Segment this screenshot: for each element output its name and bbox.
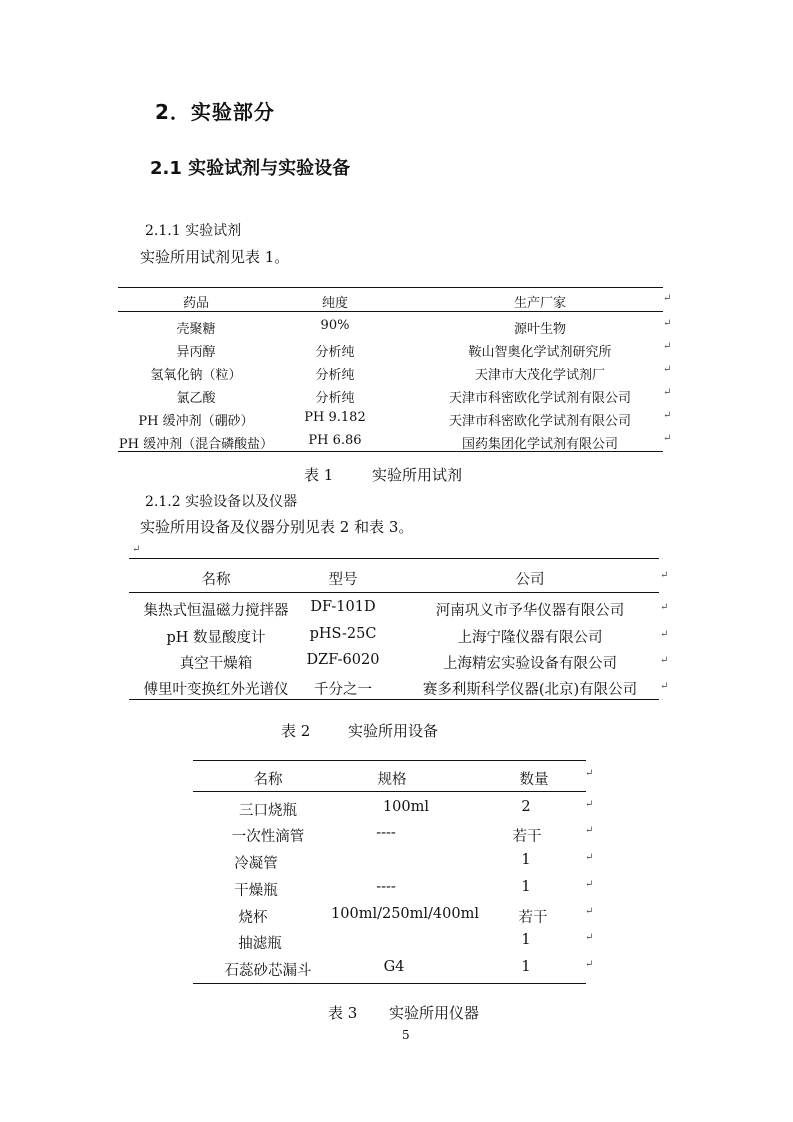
table-cell: PH 9.182	[304, 410, 366, 425]
table-caption-text: 实验所用设备	[348, 722, 439, 740]
table-cell: PH 缓冲剂（硼砂）	[138, 414, 254, 429]
table-top-rule	[129, 558, 659, 559]
table-cell: 天津市科密欧化学试剂有限公司	[448, 414, 632, 429]
table-cell: 若干	[518, 910, 548, 926]
table-caption-text: 实验所用试剂	[372, 466, 463, 484]
table-cell: 1	[521, 852, 531, 868]
table-cell: 鞍山智奥化学试剂研究所	[468, 345, 612, 360]
table-cell: 天津市大茂化学试剂厂	[474, 368, 606, 383]
table-cell: 1	[521, 959, 531, 975]
paragraph-mark-icon: ↵	[660, 629, 669, 640]
table-cell: 抽滤瓶	[238, 936, 282, 952]
table-cell: 1	[521, 879, 531, 895]
table-cell: 干燥瓶	[234, 883, 278, 899]
paragraph-equipment: 实验所用设备及仪器分别见表 2 和表 3。	[140, 518, 414, 536]
table-header-rule	[129, 592, 659, 593]
paragraph-mark-icon: ↵	[585, 959, 594, 970]
table-top-rule	[118, 287, 663, 288]
table-cell: 90%	[320, 318, 350, 333]
paragraph-mark-icon: ↵	[663, 433, 672, 444]
table-header-cell: 规格	[377, 772, 407, 788]
table-cell: pH 数显酸度计	[166, 630, 266, 646]
table-caption-label: 表 2	[281, 722, 311, 740]
table-cell: PH 缓冲剂（混合磷酸盐）	[118, 437, 274, 452]
table-cell: G4	[383, 959, 405, 975]
paragraph-mark-icon: ↵	[663, 293, 672, 304]
subsection-heading: 2.1 实验试剂与实验设备	[150, 158, 351, 179]
table-caption-label: 表 3	[328, 1004, 358, 1022]
paragraph-mark-icon: ↵	[663, 341, 672, 352]
paragraph-mark-icon: ↵	[663, 410, 672, 421]
subsubsection-heading-reagents: 2.1.1 实验试剂	[145, 223, 242, 239]
paragraph-mark-icon: ↵	[585, 852, 594, 863]
paragraph-mark-icon: ↵	[585, 932, 594, 943]
table-cell: 冷凝管	[234, 856, 278, 872]
table-cell: 上海精宏实验设备有限公司	[443, 656, 617, 672]
table-header-rule	[118, 311, 663, 312]
paragraph-mark-icon: ↵	[585, 906, 594, 917]
table-cell: 真空干燥箱	[179, 656, 253, 672]
table-header-cell: 名称	[253, 772, 283, 788]
table-bottom-rule	[129, 699, 659, 700]
table-cell: 千分之一	[314, 682, 372, 698]
paragraph-mark-icon: ↵	[660, 570, 669, 581]
table-cell: 傅里叶变换红外光谱仪	[143, 682, 289, 698]
paragraph-mark-icon: ↵	[585, 879, 594, 890]
table-cell: 分析纯	[315, 345, 355, 360]
table-cell: 上海宁隆仪器有限公司	[457, 630, 603, 646]
table-cell: 1	[521, 932, 531, 948]
table-header-cell: 名称	[201, 572, 231, 588]
table-caption-label: 表 1	[304, 466, 334, 484]
paragraph-reagents: 实验所用试剂见表 1。	[140, 248, 290, 266]
paragraph-mark-icon: ↵	[585, 768, 594, 779]
table-header-cell: 药品	[182, 296, 210, 311]
table-caption-text: 实验所用仪器	[389, 1004, 480, 1022]
table-cell: DZF-6020	[306, 652, 380, 668]
table-header-cell: 数量	[519, 772, 549, 788]
table-cell: DF-101D	[310, 599, 376, 615]
table-cell: 国药集团化学试剂有限公司	[461, 437, 619, 452]
table-cell: 一次性滴管	[231, 829, 305, 845]
paragraph-mark-icon: ↵	[660, 602, 669, 613]
table-header-cell: 生产厂家	[513, 296, 567, 311]
table-header-cell: 公司	[515, 572, 545, 588]
table-header-cell: 型号	[328, 572, 358, 588]
page-number: 5	[402, 1028, 410, 1042]
table-bottom-rule	[193, 983, 586, 984]
table-cell: ----	[376, 879, 396, 895]
table-header-cell: 纯度	[321, 296, 349, 311]
table-cell: 烧杯	[238, 910, 268, 926]
table-cell: ----	[376, 825, 396, 841]
table-cell: 分析纯	[315, 391, 355, 406]
table-cell: 若干	[512, 829, 542, 845]
paragraph-mark-icon: ↵	[585, 825, 594, 836]
paragraph-mark-icon: ↵	[663, 387, 672, 398]
paragraph-mark-icon: ↵	[660, 655, 669, 666]
table-cell: 源叶生物	[513, 322, 567, 337]
table-cell: 壳聚糖	[176, 322, 216, 337]
table-cell: 100ml	[382, 799, 430, 815]
table-cell: 100ml/250ml/400ml	[331, 906, 479, 922]
table-cell: 氯乙酸	[176, 391, 216, 406]
paragraph-mark-icon: ↵	[660, 681, 669, 692]
table-cell: 集热式恒温磁力搅拌器	[143, 603, 289, 619]
table-cell: 河南巩义市予华仪器有限公司	[435, 603, 625, 619]
subsubsection-heading-equipment: 2.1.2 实验设备以及仪器	[145, 494, 298, 510]
table-cell: PH 6.86	[308, 433, 362, 448]
table-cell: 赛多利斯科学仪器(北京)有限公司	[422, 682, 638, 698]
paragraph-mark-icon: ↵	[132, 544, 141, 555]
table-cell: 石蕊砂芯漏斗	[224, 963, 312, 979]
table-top-rule	[193, 760, 586, 761]
table-cell: pHS-25C	[309, 626, 377, 642]
table-cell: 分析纯	[315, 368, 355, 383]
table-cell: 异丙醇	[176, 345, 216, 360]
paragraph-mark-icon: ↵	[663, 318, 672, 329]
paragraph-mark-icon: ↵	[663, 364, 672, 375]
table-cell: 氢氧化钠（粒）	[150, 368, 242, 383]
table-header-rule	[193, 791, 586, 792]
table-cell: 三口烧瓶	[239, 803, 297, 819]
section-heading: 2．实验部分	[155, 100, 275, 124]
paragraph-mark-icon: ↵	[585, 799, 594, 810]
table-cell: 天津市科密欧化学试剂有限公司	[448, 391, 632, 406]
table-cell: 2	[521, 799, 531, 815]
